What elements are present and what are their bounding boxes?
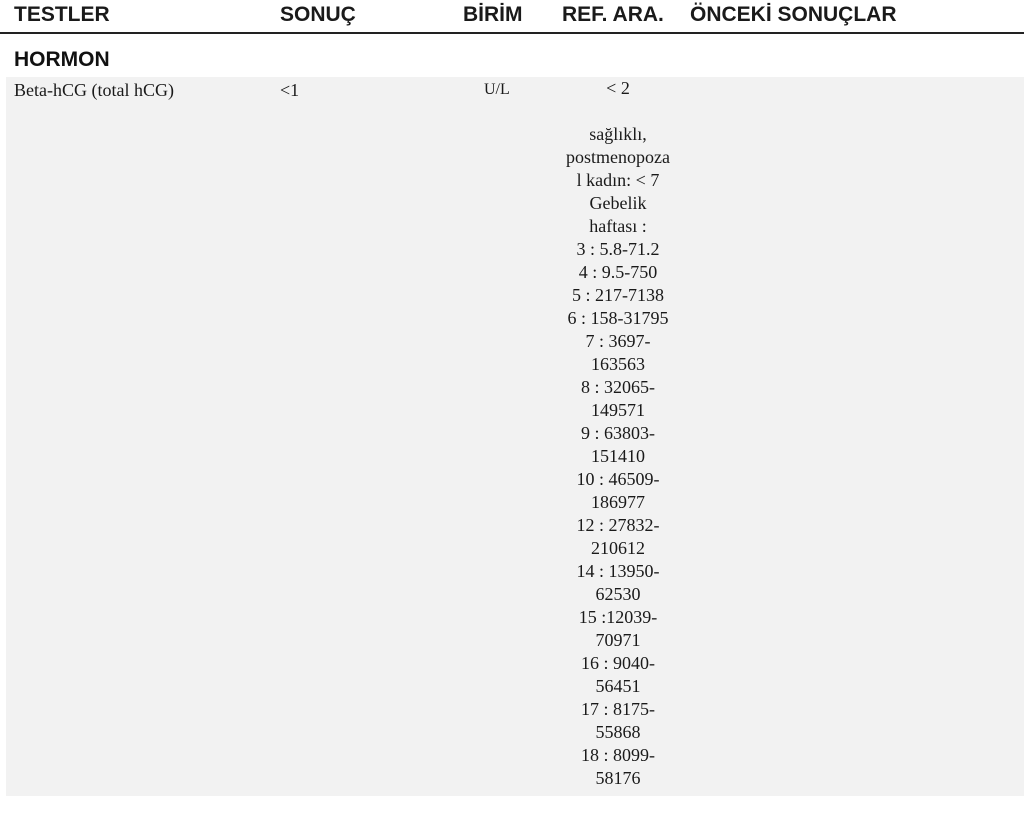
reference-gap (551, 100, 685, 123)
reference-line: 5 : 217-7138 (572, 285, 664, 305)
reference-line: 6 : 158-31795 (567, 308, 669, 328)
reference-line: 15 :12039- (578, 607, 658, 627)
reference-line: 151410 (591, 446, 645, 466)
header-tests: TESTLER (14, 3, 110, 26)
header-reference-range: REF. ARA. (562, 3, 664, 26)
header-previous-results: ÖNCEKİ SONUÇLAR (690, 3, 897, 26)
reference-line: postmenopoza (566, 147, 670, 167)
reference-range (551, 77, 685, 790)
reference-line: l kadın: < 7 (576, 170, 660, 190)
reference-line: 12 : 27832- (576, 515, 660, 535)
test-unit: U/L (484, 81, 510, 98)
table-header (0, 0, 1024, 34)
reference-line: 56451 (595, 676, 641, 696)
reference-line: 70971 (595, 630, 641, 650)
reference-line: sağlıklı, (589, 124, 647, 144)
reference-line: haftası : (589, 216, 647, 236)
reference-line: 17 : 8175- (581, 699, 655, 719)
reference-line: 186977 (591, 492, 645, 512)
reference-line: 14 : 13950- (576, 561, 660, 581)
reference-line: 8 : 32065- (581, 377, 655, 397)
test-name: Beta-hCG (total hCG) (14, 80, 174, 100)
reference-line: 163563 (591, 354, 645, 374)
reference-line: Gebelik (589, 193, 647, 213)
reference-line: < 2 (606, 78, 630, 98)
test-result: <1 (280, 80, 300, 100)
header-result: SONUÇ (280, 3, 356, 26)
reference-line: 58176 (595, 768, 641, 788)
section-title: HORMON (14, 48, 110, 71)
reference-line: 9 : 63803- (581, 423, 655, 443)
reference-line: 55868 (595, 722, 641, 742)
reference-line: 3 : 5.8-71.2 (576, 239, 660, 259)
reference-line: 18 : 8099- (581, 745, 655, 765)
reference-line: 4 : 9.5-750 (578, 262, 658, 282)
reference-line: 62530 (595, 584, 641, 604)
table-row (6, 77, 1024, 796)
reference-line: 7 : 3697- (585, 331, 651, 351)
reference-line: 10 : 46509- (576, 469, 660, 489)
reference-line: 16 : 9040- (581, 653, 655, 673)
reference-line: 210612 (591, 538, 645, 558)
header-unit: BİRİM (463, 3, 523, 26)
reference-line: 149571 (591, 400, 645, 420)
